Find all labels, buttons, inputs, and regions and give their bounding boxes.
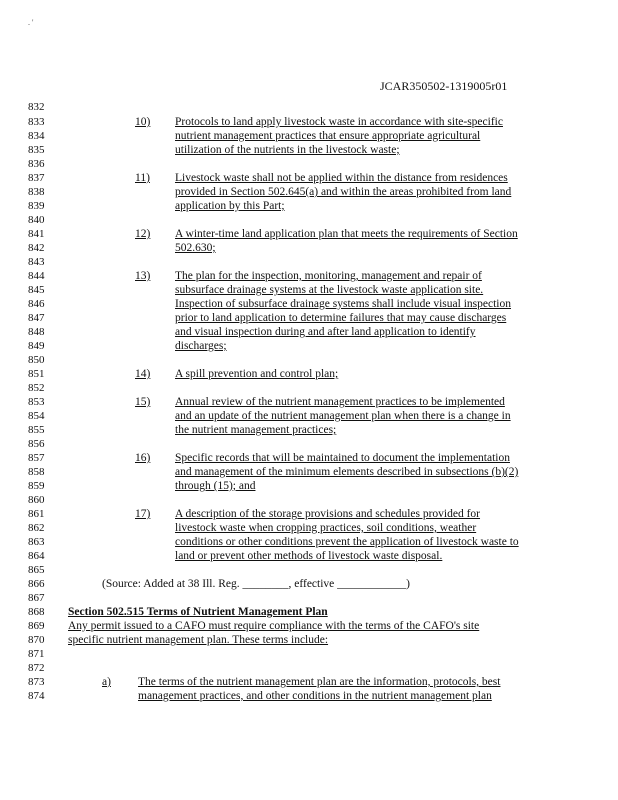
line-number: 838 <box>28 186 45 198</box>
line-number: 861 <box>28 508 45 520</box>
line-number: 836 <box>28 158 45 170</box>
line-number: 851 <box>28 368 45 380</box>
list-item-line: the nutrient management practices; <box>175 424 337 436</box>
line-number: 874 <box>28 690 45 702</box>
line-number: 866 <box>28 578 45 590</box>
line-number: 834 <box>28 130 45 142</box>
line-number: 850 <box>28 354 45 366</box>
subitem-number: a) <box>102 676 111 688</box>
line-number: 833 <box>28 116 45 128</box>
line-number: 872 <box>28 662 45 674</box>
line-number: 871 <box>28 648 45 660</box>
list-item-number: 13) <box>135 270 151 282</box>
line-number: 842 <box>28 242 45 254</box>
line-number: 873 <box>28 676 45 688</box>
corner-mark: . ' <box>28 18 34 27</box>
line-number: 837 <box>28 172 45 184</box>
line-number: 870 <box>28 634 45 646</box>
subitem-line: management practices, and other conditions in the nutrient management plan <box>138 690 492 702</box>
list-item-number: 11) <box>135 172 150 184</box>
list-item-line: 502.630; <box>175 242 216 254</box>
list-item-line: livestock waste when cropping practices, soil conditions, weather <box>175 522 477 534</box>
list-item-line: The plan for the inspection, monitoring, management and repair of <box>175 270 482 282</box>
line-number: 841 <box>28 228 45 240</box>
list-item-line: and management of the minimum elements described in subsections (b)(2) <box>175 466 519 478</box>
line-number: 856 <box>28 438 45 450</box>
line-number: 846 <box>28 298 45 310</box>
list-item-line: land or prevent other methods of livestock waste disposal. <box>175 550 443 562</box>
list-item-line: prior to land application to determine failures that may cause discharges <box>175 312 507 324</box>
source-note: (Source: Added at 38 Ill. Reg. ________, effective ____________) <box>102 578 410 590</box>
list-item-line: subsurface drainage systems at the livestock waste application site. <box>175 284 484 296</box>
list-item-line: discharges; <box>175 340 227 352</box>
list-item-number: 15) <box>135 396 151 408</box>
line-number: 868 <box>28 606 45 618</box>
line-number: 854 <box>28 410 45 422</box>
list-item-line: A description of the storage provisions and schedules provided for <box>175 508 481 520</box>
line-number: 867 <box>28 592 45 604</box>
line-number: 844 <box>28 270 45 282</box>
list-item-line: Protocols to land apply livestock waste in accordance with site-specific <box>175 116 503 128</box>
list-item-line: and an update of the nutrient management plan when there is a change in <box>175 410 511 422</box>
line-number: 858 <box>28 466 45 478</box>
section-heading: Section 502.515 Terms of Nutrient Management Plan <box>68 606 328 618</box>
list-item-number: 10) <box>135 116 151 128</box>
list-item-line: and visual inspection during and after land application to identify <box>175 326 476 338</box>
list-item-line: provided in Section 502.645(a) and within the areas prohibited from land <box>175 186 512 198</box>
line-number: 835 <box>28 144 45 156</box>
list-item-number: 12) <box>135 228 151 240</box>
list-item-number: 14) <box>135 368 151 380</box>
line-number: 847 <box>28 312 45 324</box>
line-number: 857 <box>28 452 45 464</box>
subitem-line: The terms of the nutrient management plan are the information, protocols, best <box>138 676 501 688</box>
list-item-line: A winter-time land application plan that meets the requirements of Section <box>175 228 518 240</box>
list-item-line: application by this Part; <box>175 200 285 212</box>
line-number: 863 <box>28 536 45 548</box>
line-number: 840 <box>28 214 45 226</box>
section-paragraph-line: Any permit issued to a CAFO must require compliance with the terms of the CAFO's site <box>68 620 480 632</box>
line-number: 832 <box>28 101 45 113</box>
line-number: 852 <box>28 382 45 394</box>
list-item-line: utilization of the nutrients in the livestock waste; <box>175 144 400 156</box>
list-item-line: nutrient management practices that ensure appropriate agricultural <box>175 130 481 142</box>
list-item-line: Inspection of subsurface drainage systems shall include visual inspection <box>175 298 511 310</box>
line-number: 869 <box>28 620 45 632</box>
list-item-line: through (15); and <box>175 480 256 492</box>
line-number: 848 <box>28 326 45 338</box>
list-item-number: 17) <box>135 508 151 520</box>
list-item-line: Annual review of the nutrient management practices to be implemented <box>175 396 505 408</box>
line-number: 864 <box>28 550 45 562</box>
line-number: 853 <box>28 396 45 408</box>
line-number: 845 <box>28 284 45 296</box>
line-number: 855 <box>28 424 45 436</box>
line-number: 860 <box>28 494 45 506</box>
line-number: 843 <box>28 256 45 268</box>
list-item-line: Specific records that will be maintained to document the implementation <box>175 452 510 464</box>
line-number: 859 <box>28 480 45 492</box>
line-number: 849 <box>28 340 45 352</box>
section-paragraph-line: specific nutrient management plan. These terms include: <box>68 634 329 646</box>
list-item-line: conditions or other conditions prevent the application of livestock waste to <box>175 536 519 548</box>
list-item-line: A spill prevention and control plan; <box>175 368 339 380</box>
line-number: 862 <box>28 522 45 534</box>
list-item-number: 16) <box>135 452 151 464</box>
line-number: 865 <box>28 564 45 576</box>
list-item-line: Livestock waste shall not be applied within the distance from residences <box>175 172 508 184</box>
line-number: 839 <box>28 200 45 212</box>
document-id: JCAR350502-1319005r01 <box>380 79 508 93</box>
